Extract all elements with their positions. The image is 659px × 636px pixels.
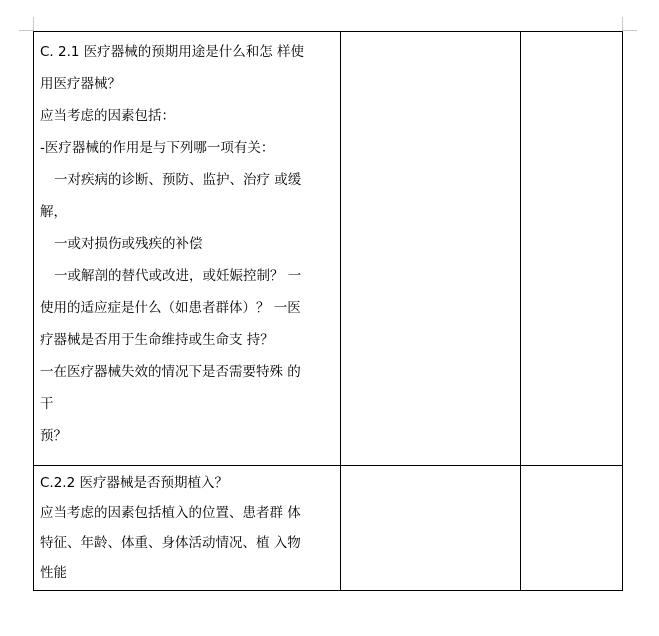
question-cell-c22 — [34, 466, 341, 591]
question-line: 一或解剖的替代或改进，或妊娠控制？ 一 — [54, 268, 302, 284]
answer-cell — [341, 466, 521, 591]
question-line: 预？ — [40, 428, 67, 444]
notes-cell — [521, 466, 623, 591]
crop-mark-right — [623, 30, 637, 31]
question-line: 一在医疗器械失效的情况下是否需要特殊 的 — [40, 364, 301, 380]
question-line: 性能 — [40, 565, 67, 581]
question-line: 一或对损伤或残疾的补偿 — [54, 236, 203, 252]
question-line: 疗器械是否用于生命维持或生命支 持？ — [40, 332, 274, 348]
question-line: 干 — [40, 396, 54, 412]
question-line: 特征、年龄、体重、身体活动情况、植 入物 — [40, 535, 301, 551]
question-line: C. 2.1 医疗器械的预期用途是什么和怎 样使 — [40, 44, 305, 60]
assessment-table — [33, 31, 623, 591]
crop-mark-top-right — [622, 17, 623, 31]
crop-mark-top-left — [33, 17, 34, 31]
question-line: 应当考虑的因素包括植入的位置、患者群 体 — [40, 505, 301, 521]
question-line: 使用的适应症是什么（如患者群体）？ 一医 — [40, 300, 301, 316]
question-line: 用医疗器械？ — [40, 76, 121, 92]
table-row — [34, 466, 623, 591]
question-line: 一对疾病的诊断、预防、监护、治疗 或缓 — [54, 172, 302, 188]
notes-cell — [521, 32, 623, 466]
answer-cell — [341, 32, 521, 466]
question-line: 解， — [40, 204, 67, 220]
crop-mark-left — [19, 30, 33, 31]
question-line: -医疗器械的作用是与下列哪一项有关： — [40, 140, 275, 156]
table-row — [34, 32, 623, 466]
question-line: C.2.2 医疗器械是否预期植入？ — [40, 475, 228, 491]
question-cell-c21 — [34, 32, 341, 466]
question-line: 应当考虑的因素包括： — [40, 108, 175, 124]
